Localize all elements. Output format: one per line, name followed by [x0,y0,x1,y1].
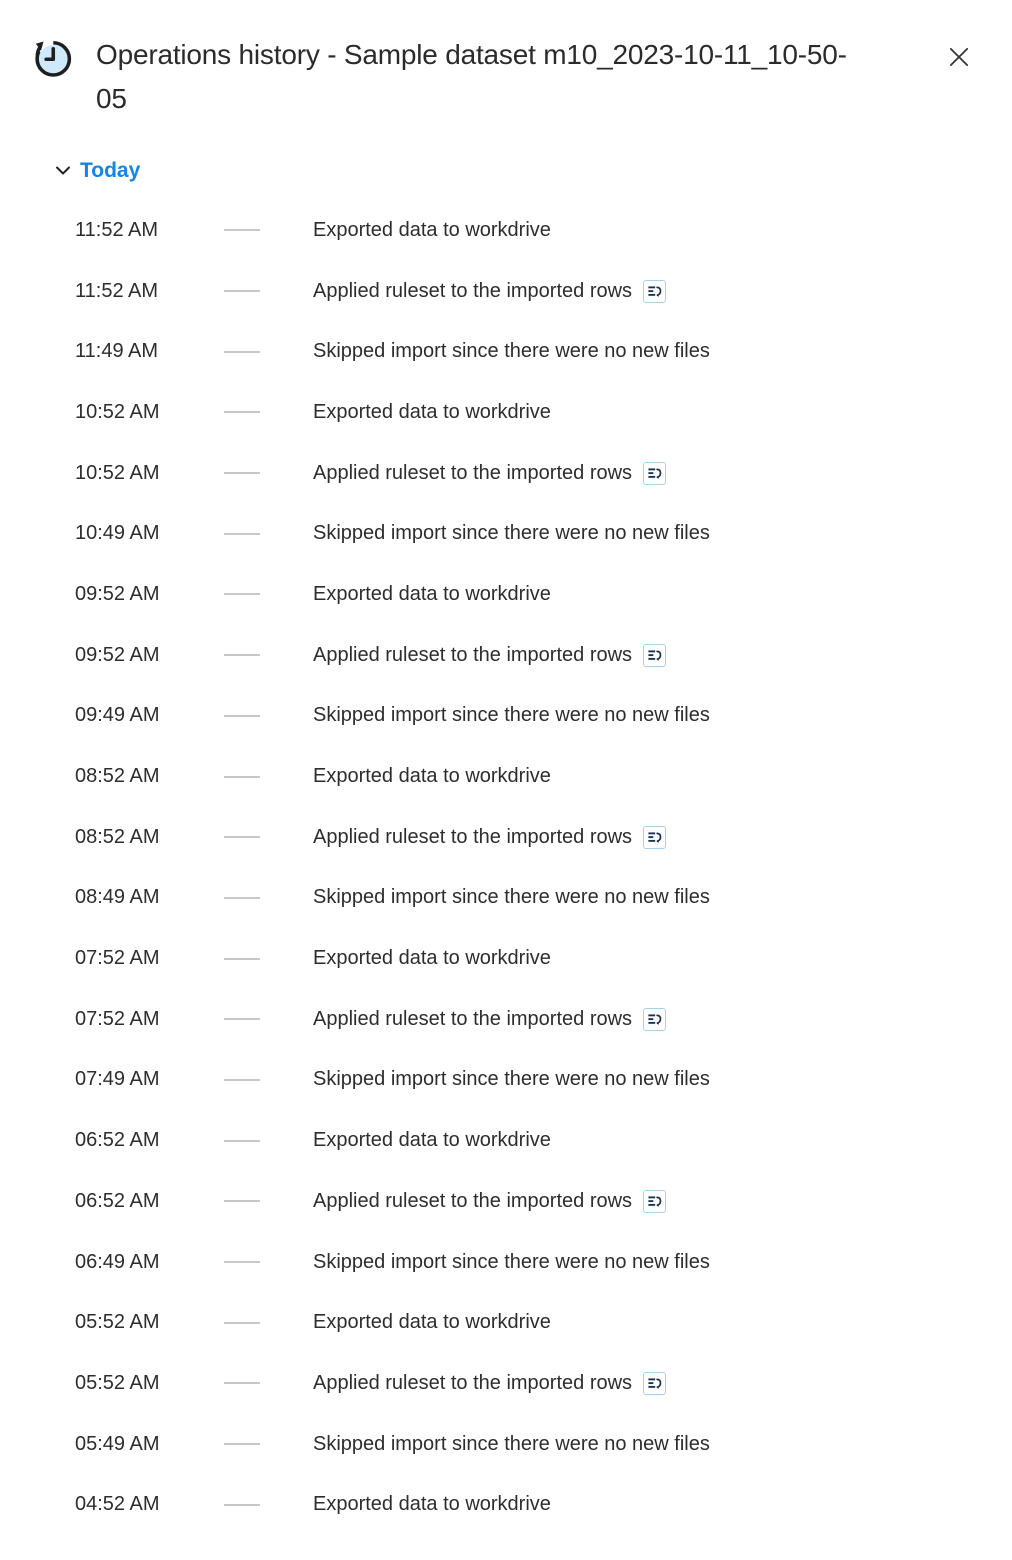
row-description: Exported data to workdrive [313,1493,551,1516]
row-dash [224,897,313,899]
row-description: Skipped import since there were no new files [313,1068,710,1091]
history-row [30,746,977,807]
history-row [30,1474,977,1535]
history-row [30,1171,977,1232]
row-time: 06:49 AM [75,1250,160,1273]
history-row [30,321,977,382]
row-time: 10:52 AM [75,461,160,484]
ruleset-icon[interactable] [643,826,666,849]
row-time: 11:52 AM [75,279,159,302]
row-dash [224,715,313,717]
row-description: Skipped import since there were no new files [313,1432,710,1455]
row-dash [224,776,313,778]
row-dash [224,1504,313,1506]
row-time: 08:52 AM [75,825,160,848]
row-description: Applied ruleset to the imported rows [313,461,633,484]
row-dash [224,1261,313,1263]
row-description: Exported data to workdrive [313,947,551,970]
row-dash [224,229,313,231]
row-dash [224,1140,313,1142]
history-row [30,200,977,261]
history-row [30,1353,977,1414]
row-time: 05:52 AM [75,1371,160,1394]
row-time: 05:49 AM [75,1432,160,1455]
row-description: Exported data to workdrive [313,1129,551,1152]
row-time: 10:52 AM [75,400,160,423]
row-dash [224,958,313,960]
row-time: 09:52 AM [75,582,160,605]
history-row [30,1414,977,1475]
ruleset-icon[interactable] [643,280,666,303]
row-dash [224,290,313,292]
row-dash [224,654,313,656]
row-time: 09:52 AM [75,643,160,666]
row-description: Skipped import since there were no new files [313,522,710,545]
row-description: Skipped import since there were no new files [313,340,710,363]
history-row [30,564,977,625]
ruleset-icon[interactable] [643,462,666,485]
chevron-down-icon [55,163,71,181]
history-row [30,807,977,868]
row-dash [224,1079,313,1081]
row-time: 10:49 AM [75,522,160,545]
row-time: 07:52 AM [75,1007,160,1030]
panel-header [30,33,977,121]
today-section-toggle[interactable] [55,157,977,185]
row-description: Applied ruleset to the imported rows [313,279,633,302]
row-dash [224,836,313,838]
row-description: Skipped import since there were no new files [313,1250,710,1273]
row-dash [224,411,313,413]
history-row [30,1110,977,1171]
history-row [30,503,977,564]
history-row [30,261,977,322]
row-time: 07:52 AM [75,947,160,970]
row-dash [224,533,313,535]
row-dash [224,1322,313,1324]
row-time: 08:52 AM [75,765,160,788]
close-icon [945,59,973,74]
row-dash [224,472,313,474]
history-row [30,625,977,686]
row-time: 07:49 AM [75,1068,160,1091]
row-dash [224,1200,313,1202]
row-description: Applied ruleset to the imported rows [313,1007,633,1030]
row-description: Applied ruleset to the imported rows [313,643,633,666]
row-time: 04:52 AM [75,1493,160,1516]
row-time: 11:52 AM [75,218,159,241]
row-time: 06:52 AM [75,1129,160,1152]
page-title: Operations history - Sample dataset m10_2023-10-11_10-50-05 [96,39,847,114]
row-description: Applied ruleset to the imported rows [313,825,633,848]
ruleset-icon[interactable] [643,644,666,667]
row-time: 11:49 AM [75,340,159,363]
row-description: Exported data to workdrive [313,765,551,788]
history-row [30,868,977,929]
row-dash [224,351,313,353]
row-description: Exported data to workdrive [313,582,551,605]
history-row [30,382,977,443]
row-description: Exported data to workdrive [313,400,551,423]
row-dash [224,1382,313,1384]
ruleset-icon[interactable] [643,1008,666,1031]
row-dash [224,1018,313,1020]
row-description: Exported data to workdrive [313,1311,551,1334]
row-time: 08:49 AM [75,886,160,909]
history-row [30,443,977,504]
row-description: Skipped import since there were no new files [313,704,710,727]
history-row [30,1292,977,1353]
history-row [30,928,977,989]
ruleset-icon[interactable] [643,1372,666,1395]
row-time: 09:49 AM [75,704,160,727]
history-icon [30,36,75,81]
history-row [30,686,977,747]
operations-list [30,200,977,1535]
row-dash [224,593,313,595]
row-description: Applied ruleset to the imported rows [313,1189,633,1212]
close-button[interactable] [941,39,977,75]
today-section-label: Today [80,159,141,182]
row-description: Exported data to workdrive [313,218,551,241]
row-dash [224,1443,313,1445]
history-row [30,1232,977,1293]
row-time: 05:52 AM [75,1311,160,1334]
row-description: Skipped import since there were no new files [313,886,710,909]
row-time: 06:52 AM [75,1189,160,1212]
history-row [30,1050,977,1111]
ruleset-icon[interactable] [643,1190,666,1213]
history-row [30,989,977,1050]
row-description: Applied ruleset to the imported rows [313,1371,633,1394]
